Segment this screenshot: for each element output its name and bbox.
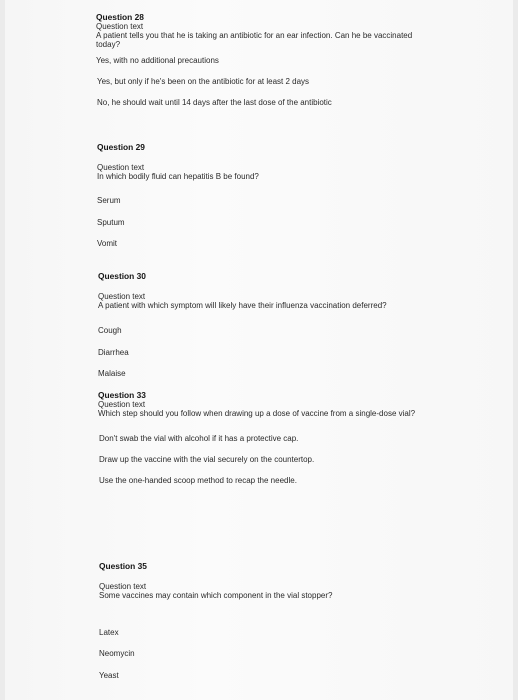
question-text: Some vaccines may contain which component in the vial stopper? [99, 591, 333, 600]
question-text: Which step should you follow when drawing up a dose of vaccine from a single-dose vial? [98, 409, 416, 418]
question-28 [96, 13, 426, 49]
answer-option[interactable]: No, he should wait until 14 days after the last dose of the antibiotic [97, 98, 332, 107]
question-title: Question 28 [96, 12, 144, 22]
question-title: Question 35 [99, 561, 147, 571]
answer-option[interactable]: Neomycin [99, 649, 135, 658]
question-subtitle: Question text [98, 400, 146, 409]
answer-option[interactable]: Use the one-handed scoop method to recap the needle. [99, 476, 297, 485]
document-page [5, 0, 513, 700]
answer-option[interactable]: Cough [98, 326, 122, 335]
answer-option[interactable]: Yes, with no additional precautions [96, 56, 219, 65]
question-30 [98, 272, 458, 310]
answer-option[interactable]: Sputum [97, 218, 125, 227]
answer-option[interactable]: Serum [97, 196, 121, 205]
question-35 [99, 562, 439, 600]
answer-option[interactable]: Diarrhea [98, 348, 129, 357]
question-title: Question 33 [98, 390, 146, 400]
question-33 [98, 391, 450, 418]
answer-option[interactable]: Draw up the vaccine with the vial securely on the countertop. [99, 455, 315, 464]
answer-option[interactable]: Yes, but only if he's been on the antibiotic for at least 2 days [97, 77, 310, 86]
question-title: Question 29 [97, 142, 145, 152]
question-text: A patient tells you that he is taking an antibiotic for an ear infection. Can he be vaccinated today? [96, 31, 413, 49]
question-subtitle: Question text [99, 582, 147, 591]
question-text: A patient with which symptom will likely have their influenza vaccination deferred? [98, 301, 387, 310]
answer-option[interactable]: Malaise [98, 369, 126, 378]
answer-option[interactable]: Latex [99, 628, 119, 637]
answer-option[interactable]: Yeast [99, 671, 119, 680]
question-text: In which bodily fluid can hepatitis B be found? [97, 172, 259, 181]
answer-option[interactable]: Vomit [97, 239, 118, 248]
question-subtitle: Question text [98, 292, 146, 301]
question-subtitle: Question text [96, 22, 144, 31]
question-29 [97, 143, 427, 181]
question-subtitle: Question text [97, 163, 145, 172]
answer-option[interactable]: Don't swab the vial with alcohol if it has a protective cap. [99, 434, 299, 443]
question-title: Question 30 [98, 271, 146, 281]
